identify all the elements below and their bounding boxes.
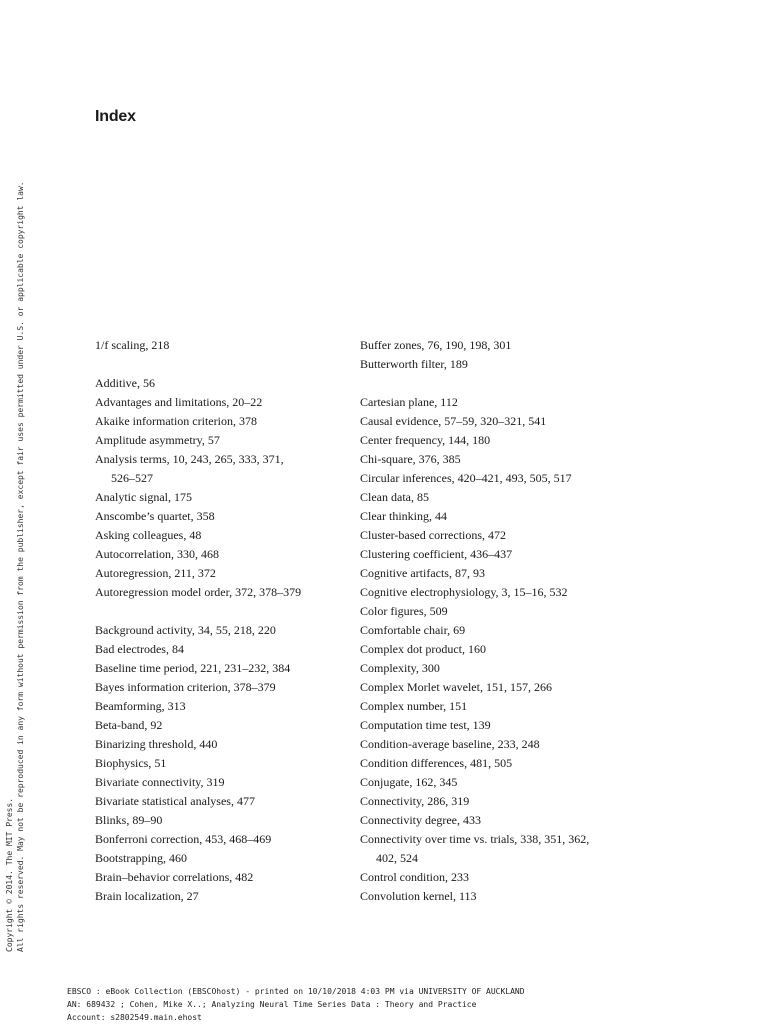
copyright-sidebar (4, 181, 26, 952)
index-column-right (360, 336, 620, 906)
index-entry: Buffer zones, 76, 190, 198, 301 (360, 338, 512, 352)
index-entry: Cartesian plane, 112 (360, 395, 458, 409)
index-entry: Condition-average baseline, 233, 248 (360, 737, 540, 751)
index-entry: Bonferroni correction, 453, 468–469 (95, 832, 272, 846)
index-entry: Connectivity degree, 433 (360, 813, 481, 827)
index-entry: Autoregression, 211, 372 (95, 566, 216, 580)
index-entry-continuation: 526–527 (111, 471, 153, 485)
index-entry: Connectivity, 286, 319 (360, 794, 470, 808)
rights-line: All rights reserved. May not be reproduced in any form without permission from the publisher, except fair uses permitted under U.S. or applicable copyright law. (16, 181, 25, 952)
footer-line-citation: AN: 689432 ; Cohen, Mike X..; Analyzing Neural Time Series Data : Theory and Practice (67, 1000, 477, 1009)
index-entry: Bootstrapping, 460 (95, 851, 187, 865)
index-entry: Bayes information criterion, 378–379 (95, 680, 276, 694)
index-entry: Complexity, 300 (360, 661, 440, 675)
index-entry: Advantages and limitations, 20–22 (95, 395, 263, 409)
index-entry: Computation time test, 139 (360, 718, 491, 732)
section-gap (360, 374, 620, 393)
index-entry: Connectivity over time vs. trials, 338, 351, 362, (360, 832, 590, 846)
index-entry: Bivariate connectivity, 319 (95, 775, 225, 789)
index-entry: Binarizing threshold, 440 (95, 737, 218, 751)
index-entry: Additive, 56 (95, 376, 155, 390)
index-entry: Anscombe’s quartet, 358 (95, 509, 215, 523)
index-entry: Akaike information criterion, 378 (95, 414, 257, 428)
copyright-line: Copyright © 2014. The MIT Press. (5, 797, 14, 952)
footer-line-account: Account: s2802549.main.ehost (67, 1013, 202, 1022)
section-gap (95, 602, 345, 621)
index-entry: Autocorrelation, 330, 468 (95, 547, 219, 561)
index-entry: Circular inferences, 420–421, 493, 505, 517 (360, 471, 572, 485)
index-entry: Cognitive electrophysiology, 3, 15–16, 532 (360, 585, 568, 599)
index-entry: Autoregression model order, 372, 378–379 (95, 585, 302, 599)
index-entry: Asking colleagues, 48 (95, 528, 202, 542)
index-entry: Background activity, 34, 55, 218, 220 (95, 623, 276, 637)
index-entry: Analytic signal, 175 (95, 490, 192, 504)
index-entry: Convolution kernel, 113 (360, 889, 477, 903)
index-column-left (95, 336, 345, 906)
index-entry: 1/f scaling, 218 (95, 338, 170, 352)
index-entry: Complex Morlet wavelet, 151, 157, 266 (360, 680, 552, 694)
index-entry: Chi-square, 376, 385 (360, 452, 461, 466)
index-entry: Clean data, 85 (360, 490, 429, 504)
index-entry: Complex dot product, 160 (360, 642, 486, 656)
index-entry: Baseline time period, 221, 231–232, 384 (95, 661, 291, 675)
index-entry: Clustering coefficient, 436–437 (360, 547, 513, 561)
index-entry: Color figures, 509 (360, 604, 448, 618)
index-entry: Center frequency, 144, 180 (360, 433, 491, 447)
footer-line-source: EBSCO : eBook Collection (EBSCOhost) - printed on 10/10/2018 4:03 PM via UNIVERSITY OF AUCKLAND (67, 987, 525, 996)
index-entry: Beta-band, 92 (95, 718, 163, 732)
index-entry: Comfortable chair, 69 (360, 623, 466, 637)
index-entry: Brain localization, 27 (95, 889, 199, 903)
index-entry: Biophysics, 51 (95, 756, 167, 770)
index-entry: Conjugate, 162, 345 (360, 775, 458, 789)
print-footer (67, 985, 525, 1024)
index-entry: Beamforming, 313 (95, 699, 186, 713)
index-entry: Complex number, 151 (360, 699, 468, 713)
section-gap (95, 355, 345, 374)
index-entry: Cognitive artifacts, 87, 93 (360, 566, 485, 580)
index-entry: Bivariate statistical analyses, 477 (95, 794, 255, 808)
index-entry: Cluster-based corrections, 472 (360, 528, 507, 542)
page-title: Index (95, 108, 136, 125)
index-entry: Brain–behavior correlations, 482 (95, 870, 254, 884)
index-entry: Clear thinking, 44 (360, 509, 447, 523)
index-entry: Amplitude asymmetry, 57 (95, 433, 220, 447)
index-entry: Bad electrodes, 84 (95, 642, 184, 656)
index-entry: Analysis terms, 10, 243, 265, 333, 371, (95, 452, 284, 466)
index-entry: Causal evidence, 57–59, 320–321, 541 (360, 414, 547, 428)
index-entry: Control condition, 233 (360, 870, 469, 884)
index-entry-continuation: 402, 524 (376, 851, 418, 865)
index-entry: Butterworth filter, 189 (360, 357, 468, 371)
index-entry: Blinks, 89–90 (95, 813, 163, 827)
index-entry: Condition differences, 481, 505 (360, 756, 513, 770)
